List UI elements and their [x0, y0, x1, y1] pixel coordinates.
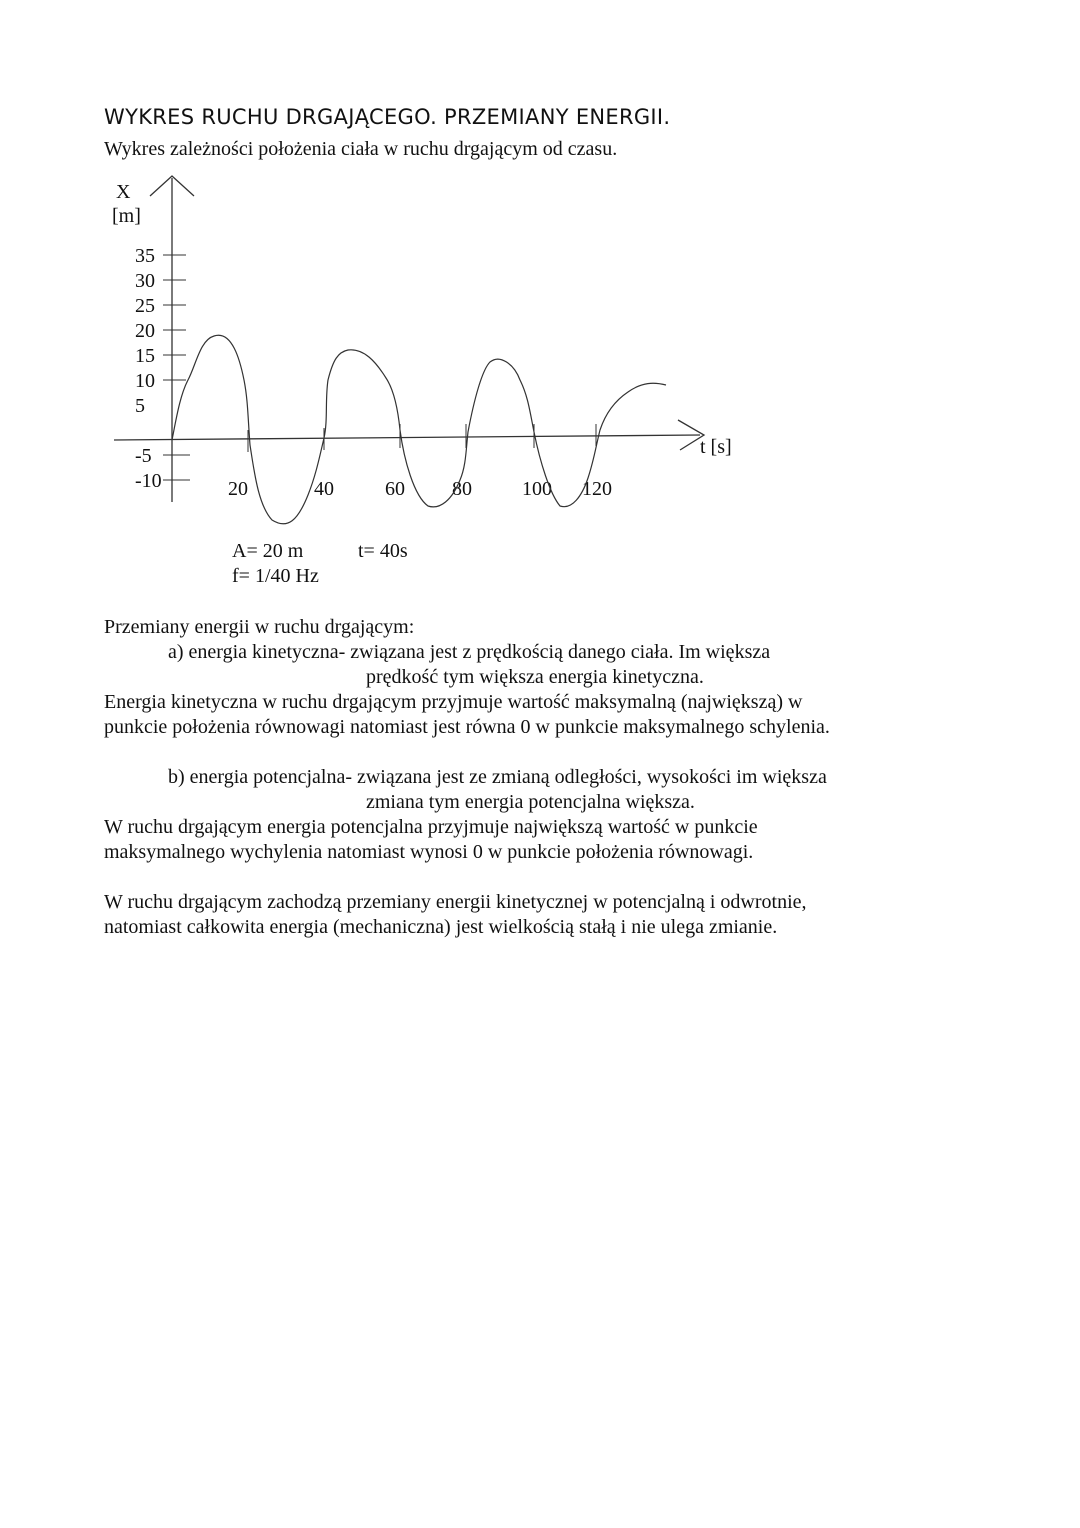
y-axis-unit: [m]: [112, 205, 141, 227]
potential-item-line1: b) energia potencjalna- związana jest ze zmianą odległości, wysokości im większa: [168, 766, 827, 788]
energy-section: [104, 615, 924, 740]
section-heading: Przemiany energii w ruchu drgającym:: [104, 616, 415, 638]
y-tick-label: -5: [135, 445, 152, 467]
y-tick-label: 30: [135, 270, 155, 292]
x-tick-label: 100: [522, 478, 552, 500]
potential-desc-line2: maksymalnego wychylenia natomiast wynosi 0 w punkcie położenia równowagi.: [104, 841, 754, 863]
x-tick-label: 80: [452, 478, 472, 500]
kinetic-item-line1: a) energia kinetyczna- związana jest z prędkością danego ciała. Im większa: [168, 641, 771, 663]
kinetic-item-line2: prędkość tym większa energia kinetyczna.: [366, 666, 704, 688]
y-tick-label: 10: [135, 370, 155, 392]
potential-desc-line1: W ruchu drgającym energia potencjalna przyjmuje największą wartość w punkcie: [104, 816, 758, 838]
page-title: WYKRES RUCHU DRGAJĄCEGO. PRZEMIANY ENERGII.: [104, 105, 671, 129]
x-tick-label: 40: [314, 478, 334, 500]
y-axis-label: X: [116, 181, 131, 203]
period-note: t= 40s: [358, 540, 408, 562]
x-axis-line: [114, 435, 700, 440]
summary-section: [104, 890, 924, 940]
frequency-note: f= 1/40 Hz: [232, 565, 319, 587]
y-tick-label: 5: [135, 395, 145, 417]
potential-item-line2: zmiana tym energia potencjalna większa.: [366, 791, 695, 813]
chart-caption: Wykres zależności położenia ciała w ruchu drgającym od czasu.: [104, 138, 618, 160]
y-tick-label: 25: [135, 295, 155, 317]
potential-section: [104, 765, 924, 865]
x-tick-label: 120: [582, 478, 612, 500]
x-axis-label: t [s]: [700, 436, 732, 458]
y-tick-label: -10: [135, 470, 162, 492]
y-tick-label: 15: [135, 345, 155, 367]
y-tick-label: 20: [135, 320, 155, 342]
amplitude-note: A= 20 m: [232, 540, 304, 562]
x-tick-label: 20: [228, 478, 248, 500]
oscillation-graph: [0, 0, 1080, 600]
x-tick-label: 60: [385, 478, 405, 500]
y-tick-label: 35: [135, 245, 155, 267]
kinetic-desc-line1: Energia kinetyczna w ruchu drgającym przyjmuje wartość maksymalną (największą) w: [104, 691, 803, 713]
y-tick-marks: [163, 255, 190, 480]
summary-line1: W ruchu drgającym zachodzą przemiany energii kinetycznej w potencjalną i odwrotnie,: [104, 891, 807, 913]
summary-line2: natomiast całkowita energia (mechaniczna) jest wielkością stałą i nie ulega zmianie.: [104, 916, 778, 938]
kinetic-desc-line2: punkcie położenia równowagi natomiast jest równa 0 w punkcie maksymalnego schylenia.: [104, 716, 830, 738]
